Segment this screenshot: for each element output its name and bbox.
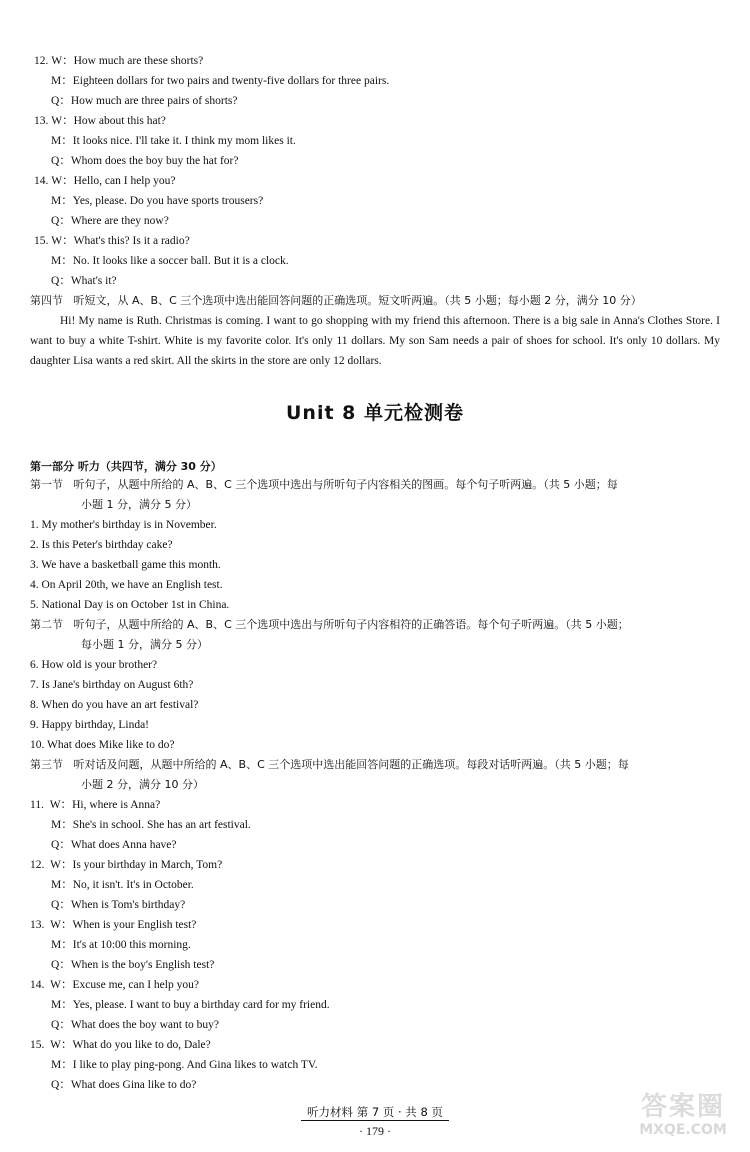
dialogue-line (34, 174, 175, 188)
dialogue-line (51, 254, 289, 268)
section1-instructions-cont: 小题 1 分，满分 5 分） (81, 498, 197, 511)
line-text: No, it isn't. It's in October. (72, 879, 194, 891)
section2-instructions (30, 618, 629, 632)
line-text: What's it? (70, 275, 117, 287)
section-instructions-text: 听句子，从题中所给的 A、B、C 三个选项中选出与所听句子内容相关的图画。每个句子听两遍。（共 5 小题；每 (73, 478, 618, 491)
speaker: Q： (51, 959, 71, 971)
list-item: 5. National Day is on October 1st in China. (30, 599, 230, 611)
line-text: How much are three pairs of shorts? (70, 95, 238, 107)
speaker: M： (51, 939, 73, 951)
line-text: Yes, please. I want to buy a birthday card for my friend. (72, 999, 330, 1011)
speaker: W： (51, 115, 74, 127)
speaker: Q： (51, 1019, 71, 1031)
section-label: 第三节 (30, 758, 63, 771)
part-title: 第一部分 听力（共四节，满分 30 分） (30, 460, 222, 473)
item-number: 15. (30, 1039, 45, 1051)
list-item: 10. What does Mike like to do? (30, 739, 175, 751)
footer-label-text: 听力材料 第 7 页 · 共 8 页 (301, 1105, 449, 1121)
item-number: 14. (30, 979, 45, 991)
speaker: Q： (51, 275, 71, 287)
dialogue-line (51, 878, 194, 892)
page-number: · 179 · (359, 1124, 391, 1138)
speaker: W： (51, 55, 74, 67)
item-number: 13. (30, 919, 45, 931)
speaker: W： (51, 175, 74, 187)
watermark-logo: 答案圈 (640, 1092, 725, 1122)
list-item: 4. On April 20th, we have an English test. (30, 579, 223, 591)
dialogue-line (34, 234, 190, 248)
speaker: Q： (51, 839, 71, 851)
line-text: Excuse me, can I help you? (72, 979, 199, 991)
line-text: Eighteen dollars for two pairs and twenty-five dollars for three pairs. (72, 75, 390, 87)
section-instructions-text: 听短文，从 A、B、C 三个选项中选出能回答问题的正确选项。短文听两遍。（共 5 小题；每小题 2 分，满分 10 分） (73, 294, 642, 307)
speaker: Q： (51, 899, 71, 911)
dialogue-line (30, 858, 222, 872)
section-instructions-text: 听句子，从题中所给的 A、B、C 三个选项中选出与所听句子内容相符的正确答语。每个句子听两遍。（共 5 小题； (73, 618, 629, 631)
line-text: When is Tom's birthday? (70, 899, 186, 911)
line-text: I like to play ping-pong. And Gina likes to watch TV. (72, 1059, 318, 1071)
dialogue-line (51, 818, 251, 832)
line-text: No. It looks like a soccer ball. But it is a clock. (72, 255, 289, 267)
unit-title: Unit 8 单元检测卷 (286, 402, 464, 424)
speaker: M： (51, 819, 73, 831)
section-label: 第一节 (30, 478, 63, 491)
item-number: 15. (34, 235, 49, 247)
speaker: W： (50, 859, 73, 871)
speaker: M： (51, 135, 73, 147)
speaker: W： (50, 1039, 73, 1051)
item-number: 12. (34, 55, 49, 67)
line-text: How about this hat? (73, 115, 166, 127)
dialogue-line (51, 94, 238, 108)
dialogue-line (51, 958, 214, 972)
list-item: 7. Is Jane's birthday on August 6th? (30, 679, 194, 691)
dialogue-line (51, 274, 117, 288)
dialogue-line (51, 1018, 219, 1032)
line-text: When is your English test? (72, 919, 197, 931)
dialogue-line (51, 194, 263, 208)
section-label: 第二节 (30, 618, 63, 631)
section-instructions-text: 听对话及问题，从题中所给的 A、B、C 三个选项中选出能回答问题的正确选项。每段对话听两遍。（共 5 小题；每 (73, 758, 629, 771)
item-number: 11. (30, 799, 44, 811)
line-text: It's at 10:00 this morning. (72, 939, 191, 951)
dialogue-line (51, 838, 177, 852)
item-number: 14. (34, 175, 49, 187)
dialogue-line (51, 998, 330, 1012)
line-text: What does Gina like to do? (70, 1079, 197, 1091)
line-text: Hi, where is Anna? (72, 799, 161, 811)
item-number: 12. (30, 859, 45, 871)
speaker: M： (51, 879, 73, 891)
dialogue-line (34, 54, 203, 68)
dialogue-line (51, 74, 389, 88)
section4-instructions (30, 294, 642, 308)
list-item: 3. We have a basketball game this month. (30, 559, 221, 571)
line-text: How much are these shorts? (73, 55, 204, 67)
speaker: Q： (51, 215, 71, 227)
speaker: Q： (51, 155, 71, 167)
watermark-url: MXQE.COM (639, 1122, 727, 1138)
dialogue-line (51, 134, 296, 148)
speaker: Q： (51, 95, 71, 107)
line-text: What does the boy want to buy? (70, 1019, 219, 1031)
line-text: What's this? Is it a radio? (73, 235, 190, 247)
line-text: It looks nice. I'll take it. I think my mom likes it. (72, 135, 296, 147)
speaker: W： (51, 235, 74, 247)
list-item: 9. Happy birthday, Linda! (30, 719, 150, 731)
line-text: She's in school. She has an art festival. (72, 819, 251, 831)
line-text: Is your birthday in March, Tom? (72, 859, 223, 871)
dialogue-line (51, 938, 191, 952)
dialogue-line (30, 1038, 211, 1052)
dialogue-line (30, 978, 199, 992)
section2-instructions-cont: 每小题 1 分，满分 5 分） (81, 638, 208, 651)
line-text: What does Anna have? (70, 839, 177, 851)
list-item: 8. When do you have an art festival? (30, 699, 199, 711)
speaker: W： (50, 919, 73, 931)
listening-passage: Hi! My name is Ruth. Christmas is coming. I want to go shopping with my friend this afternoon. There is a big sale in Anna's Clothes Store. I want to buy a white T-shirt. White is my favorite color. It's only 11 dollars. My son Sam needs a pair of shoes for school. It's only 10 dollars. My daughter Lisa wants a red skirt. All the skirts in the store are only 12 dollars. (30, 315, 720, 367)
list-item: 6. How old is your brother? (30, 659, 158, 671)
dialogue-line (51, 898, 185, 912)
line-text: Hello, can I help you? (73, 175, 176, 187)
section3-instructions (30, 758, 629, 772)
speaker: M： (51, 195, 73, 207)
line-text: What do you like to do, Dale? (72, 1039, 211, 1051)
dialogue-line (34, 114, 166, 128)
section1-instructions (30, 478, 618, 492)
line-text: Where are they now? (70, 215, 169, 227)
item-number: 13. (34, 115, 49, 127)
speaker: M： (51, 255, 73, 267)
dialogue-line (51, 1078, 196, 1092)
dialogue-line (30, 918, 196, 932)
speaker: M： (51, 1059, 73, 1071)
watermark (620, 1092, 746, 1148)
speaker: W： (50, 979, 73, 991)
dialogue-line (51, 214, 169, 228)
list-item: 2. Is this Peter's birthday cake? (30, 539, 173, 551)
dialogue-line (51, 154, 238, 168)
dialogue-line (51, 1058, 318, 1072)
speaker: M： (51, 999, 73, 1011)
section-label: 第四节 (30, 294, 63, 307)
section3-instructions-cont: 小题 2 分，满分 10 分） (81, 778, 204, 791)
speaker: W： (49, 799, 73, 811)
list-item: 1. My mother's birthday is in November. (30, 519, 217, 531)
speaker: Q： (51, 1079, 71, 1091)
line-text: Whom does the boy buy the hat for? (70, 155, 239, 167)
dialogue-line (30, 798, 160, 812)
speaker: M： (51, 75, 73, 87)
line-text: Yes, please. Do you have sports trousers? (72, 195, 264, 207)
line-text: When is the boy's English test? (70, 959, 215, 971)
